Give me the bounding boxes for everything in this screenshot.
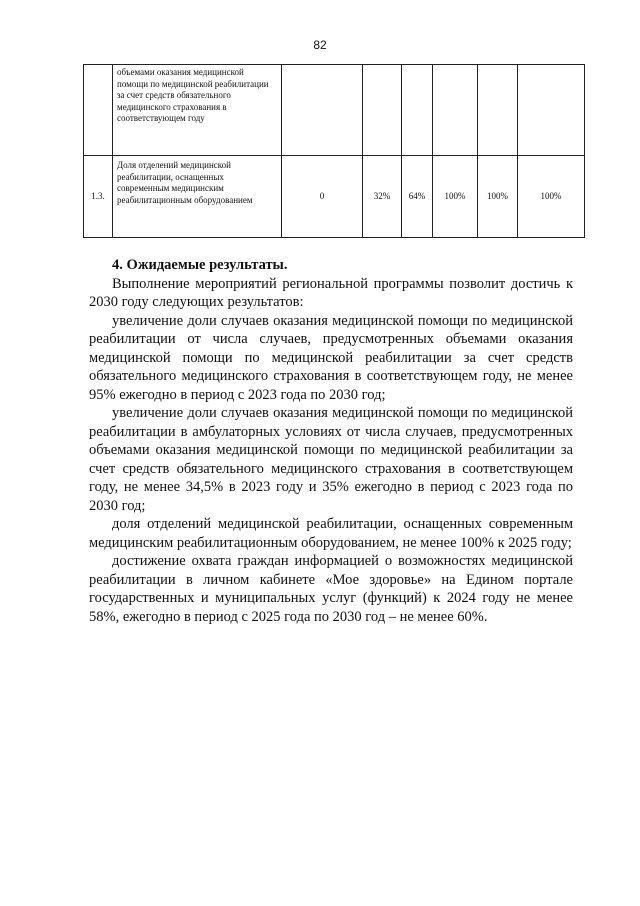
table-row	[84, 156, 585, 238]
table-cell-value	[402, 65, 433, 156]
expected-results-section	[89, 256, 573, 626]
table-cell-number	[84, 65, 113, 156]
table-cell-value: 100%	[478, 156, 518, 238]
indicators-table	[83, 64, 585, 238]
table-cell-value: 100%	[518, 156, 585, 238]
page-number: 82	[313, 38, 327, 52]
paragraph: Выполнение мероприятий региональной программы позволит достичь к 2030 году следующих результатов:	[89, 275, 573, 310]
table-row	[84, 65, 585, 156]
paragraph: увеличение доли случаев оказания медицинской помощи по медицинской реабилитации от числа случаев, предусмотренных объемами оказания медицинской помощи по медицинской реабилитации за счет средств обязательного медицинского страхования в соответствующем году, не менее 95% ежегодно в период с 2023 года по 2030 год;	[89, 312, 573, 403]
paragraph: увеличение доли случаев оказания медицинской помощи по медицинской реабилитации в амбулаторных условиях от числа случаев, предусмотренных объемами оказания медицинской помощи по медицинской реабилитации за счет средств обязательного медицинского страхования в соответствующем году, не менее 34,5% в 2023 году и 35% ежегодно в период с 2023 года по 2030 год;	[89, 405, 573, 514]
paragraph: доля отделений медицинской реабилитации, оснащенных современным медицинским реабилитационным оборудованием, не менее 100% к 2025 году;	[89, 516, 573, 551]
table-cell-value	[478, 65, 518, 156]
table-cell-value: 100%	[433, 156, 478, 238]
table-cell-indicator: объемами оказания медицинской помощи по медицинской реабилитации за счет средств обязательного медицинского страхования в соответствующем году	[113, 65, 282, 156]
table-cell-value	[433, 65, 478, 156]
table-cell-value: 0	[282, 156, 363, 238]
table-cell-value	[282, 65, 363, 156]
section-heading: 4. Ожидаемые результаты.	[112, 257, 288, 273]
table-cell-value: 32%	[363, 156, 402, 238]
table-cell-indicator: Доля отделений медицинской реабилитации, оснащенных современным медицинским реабилитационным оборудованием	[113, 156, 282, 238]
table-cell-value: 64%	[402, 156, 433, 238]
table-cell-value	[363, 65, 402, 156]
table-cell-number: 1.3.	[84, 156, 113, 238]
paragraph: достижение охвата граждан информацией о возможностях медицинской реабилитации в личном кабинете «Мое здоровье» на Едином портале государственных и муниципальных услуг (функций) к 2024 году не менее 58%, ежегодно в период с 2025 года по 2030 год – не менее 60%.	[89, 553, 573, 625]
table-cell-value	[518, 65, 585, 156]
